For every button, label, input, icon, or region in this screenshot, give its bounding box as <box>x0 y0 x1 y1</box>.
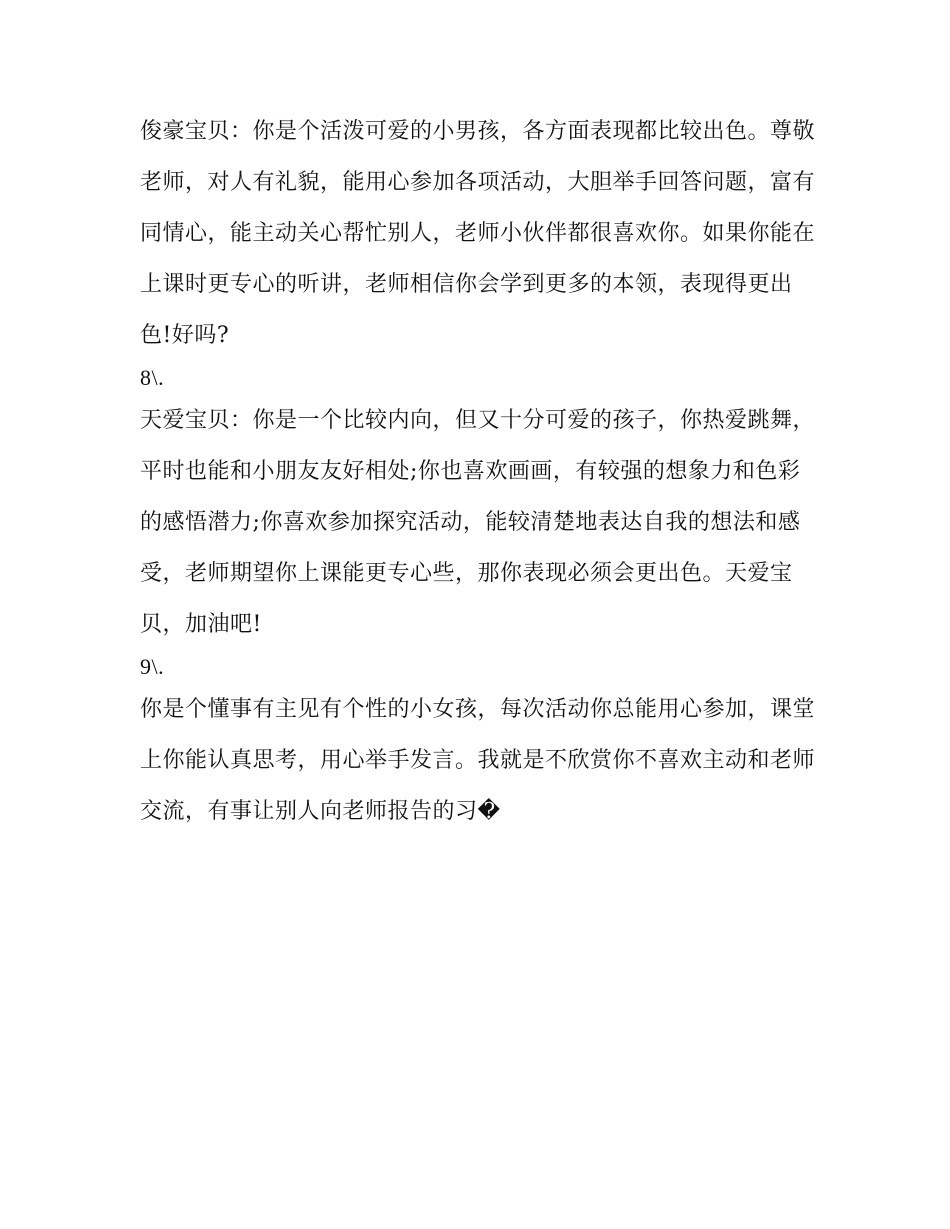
item-number-8: 8\. <box>140 365 165 390</box>
comment-paragraph-1: 俊豪宝贝：你是个活泼可爱的小男孩，各方面表现都比较出色。尊敬老师，对人有礼貌，能用心参加各项活动，大胆举手回答问题，富有同情心，能主动关心帮忙别人，老师小伙伴都很喜欢你。如果你能在上课时更专心的听讲，老师相信你会学到更多的本领，表现得更出色!好吗? <box>140 119 816 348</box>
item-number-9: 9\. <box>140 654 165 679</box>
comment-paragraph-3: 你是个懂事有主见有个性的小女孩，每次活动你总能用心参加，课堂上你能认真思考，用心举手发言。我就是不欣赏你不喜欢主动和老师交流，有事让别人向老师报告的习� <box>140 697 816 824</box>
comment-paragraph-2: 天爱宝贝：你是一个比较内向，但又十分可爱的孩子，你热爱跳舞，平时也能和小朋友友好相处;你也喜欢画画，有较强的想象力和色彩的感悟潜力;你喜欢参加探究活动，能较清楚地表达自我的想法和感受，老师期望你上课能更专心些，那你表现必须会更出色。天爱宝贝，加油吧! <box>140 408 816 637</box>
document-body <box>140 106 820 837</box>
